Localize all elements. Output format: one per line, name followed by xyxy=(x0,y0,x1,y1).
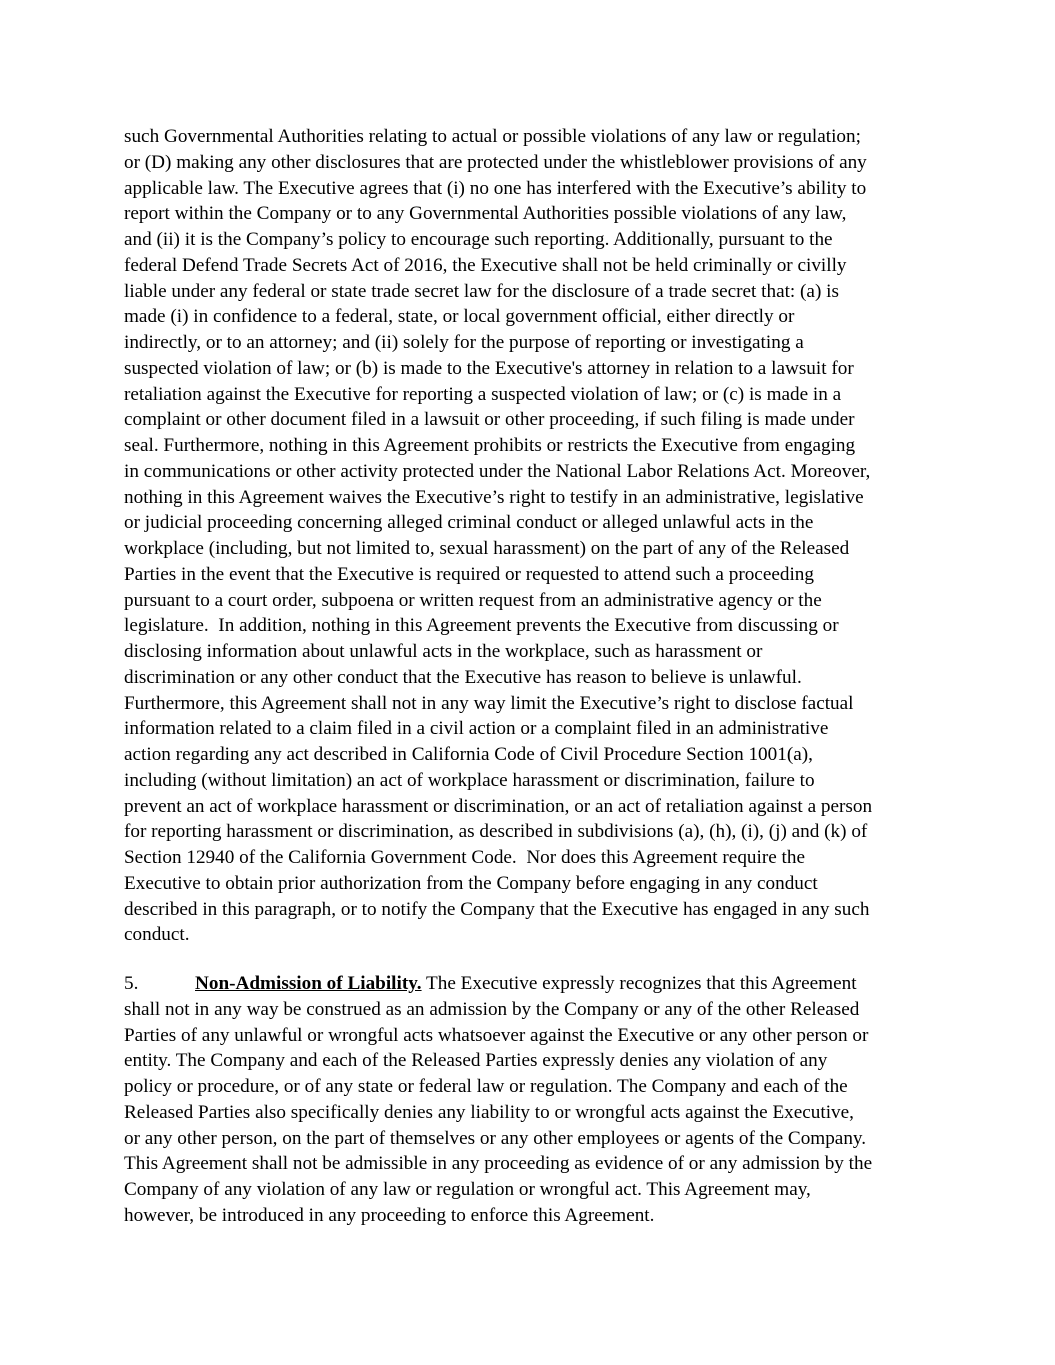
paragraph-line: including (without limitation) an act of workplace harassment or discrimination, failure to xyxy=(124,769,815,791)
section-line: Parties of any unlawful or wrongful acts whatsoever against the Executive or any other person or xyxy=(124,1024,869,1046)
paragraph-line: prevent an act of workplace harassment or discrimination, or an act of retaliation against a person xyxy=(124,795,873,817)
continued-paragraph xyxy=(124,124,944,948)
paragraph-line: retaliation against the Executive for reporting a suspected violation of law; or (c) is made in a xyxy=(124,383,842,405)
section-line: or any other person, on the part of themselves or any other employees or agents of the Company. xyxy=(124,1127,867,1149)
paragraph-line: action regarding any act described in California Code of Civil Procedure Section 1001(a), xyxy=(124,744,813,765)
paragraph-line: workplace (including, but not limited to, sexual harassment) on the part of any of the Released xyxy=(124,538,850,559)
section-line: Released Parties also specifically denies any liability to or wrongful acts against the Executive, xyxy=(124,1101,854,1123)
section-line: shall not in any way be construed as an admission by the Company or any of the other Released xyxy=(124,998,860,1020)
paragraph-line: report within the Company or to any Governmental Authorities possible violations of any law, xyxy=(124,203,847,225)
paragraph-line: conduct. xyxy=(124,924,190,946)
paragraph-line: seal. Furthermore, nothing in this Agreement prohibits or restricts the Executive from engaging xyxy=(124,435,856,456)
paragraph-line: and (ii) it is the Company’s policy to encourage such reporting. Additionally, pursuant to the xyxy=(124,229,833,250)
paragraph-line: liable under any federal or state trade secret law for the disclosure of a trade secret that: (a) is xyxy=(124,280,839,302)
paragraph-line: described in this paragraph, or to notify the Company that the Executive has engaged in any such xyxy=(124,898,870,920)
paragraph-line: Parties in the event that the Executive is required or requested to attend such a proceeding xyxy=(124,563,814,585)
paragraph-line: for reporting harassment or discrimination, as described in subdivisions (a), (h), (i), (j) and (k) of xyxy=(124,821,868,843)
paragraph-line: federal Defend Trade Secrets Act of 2016, the Executive shall not be held criminally or civilly xyxy=(124,254,847,276)
section-line: however, be introduced in any proceeding to enforce this Agreement. xyxy=(124,1204,655,1226)
section-number: 5. xyxy=(124,973,139,994)
paragraph-line: information related to a claim filed in a civil action or a complaint filed in an administrative xyxy=(124,718,829,740)
section-line: entity. The Company and each of the Released Parties expressly denies any violation of any xyxy=(124,1050,828,1072)
paragraph-line: or judicial proceeding concerning alleged criminal conduct or alleged unlawful acts in the xyxy=(124,512,814,534)
paragraph-line: legislature. In addition, nothing in this Agreement prevents the Executive from discussing or xyxy=(124,615,839,637)
paragraph-line: suspected violation of law; or (b) is made to the Executive's attorney in relation to a lawsuit for xyxy=(124,357,854,379)
section-line: This Agreement shall not be admissible in any proceeding as evidence of or any admission by the xyxy=(124,1153,873,1175)
paragraph-line: made (i) in confidence to a federal, state, or local government official, either directly or xyxy=(124,306,795,328)
paragraph-line: discrimination or any other conduct that the Executive has reason to believe is unlawful. xyxy=(124,666,802,688)
paragraph-line: or (D) making any other disclosures that are protected under the whistleblower provisions of any xyxy=(124,151,867,173)
paragraph-line: nothing in this Agreement waives the Executive’s right to testify in an administrative, legislative xyxy=(124,486,864,508)
paragraph-line: complaint or other document filed in a lawsuit or other proceeding, if such filing is made under xyxy=(124,409,855,431)
paragraph-line: such Governmental Authorities relating to actual or possible violations of any law or regulation; xyxy=(124,126,861,147)
paragraph-line: Section 12940 of the California Government Code. Nor does this Agreement require the xyxy=(124,847,805,868)
section-line: Company of any violation of any law or regulation or wrongful act. This Agreement may, xyxy=(124,1179,811,1200)
paragraph-line: disclosing information about unlawful acts in the workplace, such as harassment or xyxy=(124,641,763,662)
section-line: policy or procedure, or of any state or federal law or regulation. The Company and each of the xyxy=(124,1076,848,1097)
paragraph-line: in communications or other activity protected under the National Labor Relations Act. Moreover, xyxy=(124,460,871,482)
section-first-line-text: The Executive expressly recognizes that this Agreement xyxy=(421,973,857,994)
paragraph-line: pursuant to a court order, subpoena or written request from an administrative agency or the xyxy=(124,589,822,611)
section-5 xyxy=(124,971,944,1229)
paragraph-line: indirectly, or to an attorney; and (ii) solely for the purpose of reporting or investigating a xyxy=(124,332,804,353)
section-heading: Non-Admission of Liability. xyxy=(195,973,422,994)
paragraph-line: Executive to obtain prior authorization from the Company before engaging in any conduct xyxy=(124,872,818,894)
section-5-first-line xyxy=(124,971,944,997)
paragraph-line: applicable law. The Executive agrees that (i) no one has interfered with the Executive’s ability to xyxy=(124,177,867,199)
paragraph-line: Furthermore, this Agreement shall not in any way limit the Executive’s right to disclose factual xyxy=(124,692,854,714)
